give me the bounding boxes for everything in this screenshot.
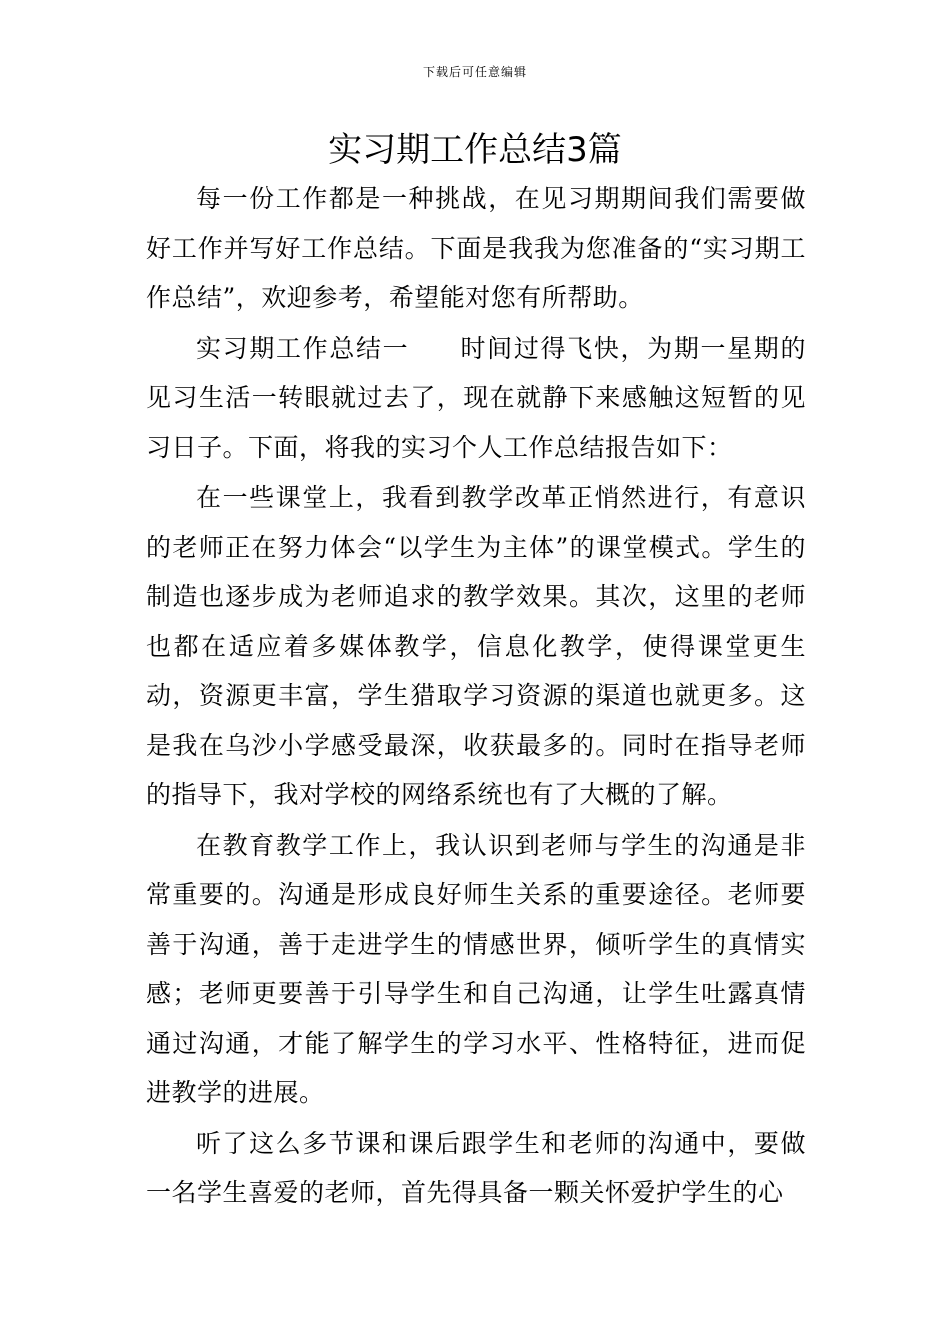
intro-paragraph: 每一份工作都是一种挑战，在见习期期间我们需要做好工作并写好工作总结。下面是我我为您准备的“实习期工作总结”，欢迎参考，希望能对您有所帮助。 xyxy=(146,184,806,312)
body-paragraph: 在教育教学工作上，我认识到老师与学生的沟通是非常重要的。沟通是形成良好师生关系的重要途径。老师要善于沟通，善于走进学生的情感世界，倾听学生的真情实感；老师更要善于引导学生和自己沟通，让学生吐露真情通过沟通，才能了解学生的学习水平、性格特征，进而促进教学的进展。 xyxy=(146,830,806,1107)
section-1-heading: 实习期工作总结一 xyxy=(196,333,410,363)
section-1-lead: 时间过得飞快，为期一星期的见习生活一转眼就过去了，现在就静下来感触这短暂的见习日子。下面，将我的实习个人工作总结报告如下： xyxy=(146,333,806,462)
body-paragraph: 在一些课堂上，我看到教学改革正悄然进行，有意识的老师正在努力体会“以学生为主体”的课堂模式。学生的制造也逐步成为老师追求的教学效果。其次，这里的老师也都在适应着多媒体教学，信息化教学，使得课堂更生动，资源更丰富，学生猎取学习资源的渠道也就更多。这是我在乌沙小学感受最深，收获最多的。同时在指导老师的指导下，我对学校的网络系统也有了大概的了解。 xyxy=(146,483,806,809)
section-1-paragraph xyxy=(146,324,806,473)
header-note: 下载后可任意编辑 xyxy=(422,65,527,79)
body-paragraph: 听了这么多节课和课后跟学生和老师的沟通中，要做一名学生喜爱的老师，首先得具备一颗关怀爱护学生的心 xyxy=(146,1128,806,1207)
document-title: 实习期工作总结3篇 xyxy=(328,130,622,170)
document-body xyxy=(146,174,806,1219)
